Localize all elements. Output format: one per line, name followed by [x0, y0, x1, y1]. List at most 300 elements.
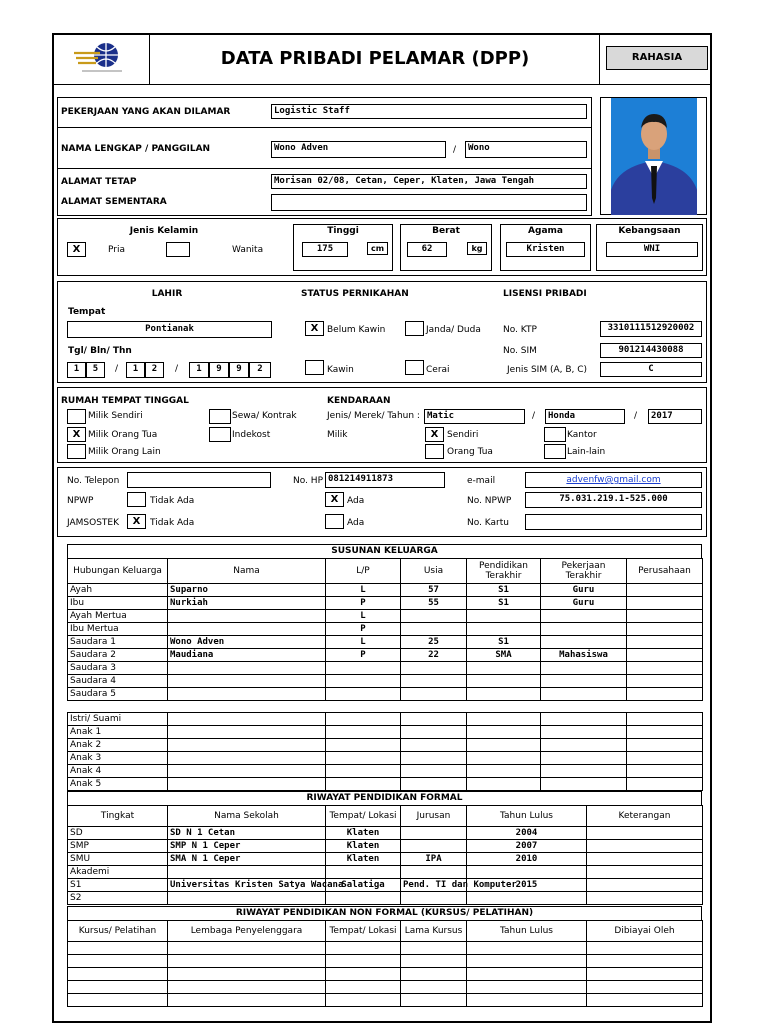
table-cell[interactable]	[168, 726, 326, 739]
npwp-yes-checkbox[interactable]: X	[325, 492, 344, 507]
birth-slash-2: /	[175, 364, 179, 374]
table-row	[68, 713, 703, 726]
email-field[interactable]: advenfw@gmail.com	[525, 472, 702, 488]
table-cell[interactable]	[326, 688, 401, 701]
own-house-checkbox[interactable]	[67, 409, 86, 424]
table-cell[interactable]: Pend. TI dan Komputer	[401, 879, 467, 892]
table-cell[interactable]	[168, 752, 326, 765]
table-cell[interactable]: L	[326, 636, 401, 649]
birth-month-1[interactable]: 1	[126, 362, 145, 378]
sim-field[interactable]: 901214430088	[600, 343, 702, 358]
table-row	[68, 981, 703, 994]
table-row	[68, 752, 703, 765]
table-cell[interactable]	[541, 752, 627, 765]
table-cell[interactable]	[401, 610, 467, 623]
table-row	[68, 942, 703, 955]
column-header: Pendidikan Terakhir	[467, 559, 541, 584]
column-header: Tahun Lulus	[467, 806, 587, 827]
table-cell[interactable]: S2	[68, 892, 168, 905]
table-cell[interactable]	[627, 713, 703, 726]
table-cell[interactable]	[401, 942, 467, 955]
table-cell[interactable]	[627, 597, 703, 610]
kost-checkbox[interactable]	[209, 427, 231, 442]
table-cell[interactable]: S1	[467, 636, 541, 649]
table-cell[interactable]	[541, 662, 627, 675]
table-cell[interactable]	[467, 892, 587, 905]
table-cell[interactable]	[168, 610, 326, 623]
npwp-number-field[interactable]: 75.031.219.1-525.000	[525, 492, 702, 508]
table-cell[interactable]	[168, 994, 326, 1007]
table-cell[interactable]	[587, 994, 703, 1007]
column-header: Tahun Lulus	[467, 921, 587, 942]
height-field[interactable]: 175	[302, 242, 348, 257]
ktp-label: No. KTP	[503, 325, 537, 335]
vehicle-office-label: Kantor	[567, 430, 597, 440]
table-cell[interactable]: IPA	[401, 853, 467, 866]
table-cell[interactable]: 25	[401, 636, 467, 649]
vehicle-parent-checkbox[interactable]	[425, 444, 444, 459]
npwp-label: NPWP	[67, 496, 94, 506]
divorced-label: Cerai	[426, 365, 450, 375]
table-cell[interactable]	[68, 955, 168, 968]
table-cell[interactable]: Klaten	[326, 827, 401, 840]
table-cell[interactable]	[401, 840, 467, 853]
table-cell[interactable]	[627, 675, 703, 688]
table-cell[interactable]: P	[326, 623, 401, 636]
column-header: Nama Sekolah	[168, 806, 326, 827]
other-house-checkbox[interactable]	[67, 444, 86, 459]
vehicle-label: Jenis/ Merek/ Tahun :	[327, 411, 420, 421]
table-cell[interactable]	[587, 827, 703, 840]
table-cell[interactable]	[68, 968, 168, 981]
table-cell[interactable]	[587, 955, 703, 968]
married-checkbox[interactable]	[305, 360, 324, 375]
table-cell[interactable]	[467, 610, 541, 623]
table-cell[interactable]: S1	[467, 584, 541, 597]
table-cell[interactable]	[541, 610, 627, 623]
table-cell[interactable]	[587, 840, 703, 853]
vehicle-other-checkbox[interactable]	[544, 444, 566, 459]
table-cell[interactable]	[587, 866, 703, 879]
table-cell[interactable]	[326, 892, 401, 905]
temp-address-field[interactable]	[271, 194, 587, 211]
table-cell[interactable]	[326, 739, 401, 752]
table-cell[interactable]	[627, 752, 703, 765]
table-cell[interactable]: Saudara 3	[68, 662, 168, 675]
applicant-photo-icon	[611, 98, 697, 215]
birth-year-3[interactable]: 9	[229, 362, 249, 378]
hp-field[interactable]: 081214911873	[325, 472, 445, 488]
table-cell[interactable]	[326, 662, 401, 675]
table-cell[interactable]	[541, 778, 627, 791]
house-title: RUMAH TEMPAT TINGGAL	[61, 396, 189, 406]
weight-field[interactable]: 62	[407, 242, 447, 257]
table-cell[interactable]	[467, 713, 541, 726]
religion-label: Agama	[528, 226, 563, 236]
table-cell[interactable]	[168, 942, 326, 955]
table-cell[interactable]: 2010	[467, 853, 587, 866]
table-cell[interactable]: SD N 1 Cetan	[168, 827, 326, 840]
card-number-field[interactable]	[525, 514, 702, 530]
table-cell[interactable]: Akademi	[68, 866, 168, 879]
column-header: Lembaga Penyelenggara	[168, 921, 326, 942]
table-cell[interactable]: Mahasiswa	[541, 649, 627, 662]
weight-unit: kg	[467, 242, 487, 255]
birth-year-1[interactable]: 1	[189, 362, 209, 378]
table-cell[interactable]	[401, 739, 467, 752]
table-cell[interactable]	[168, 623, 326, 636]
table-cell[interactable]: S1	[68, 879, 168, 892]
table-cell[interactable]	[168, 981, 326, 994]
column-header: Perusahaan	[627, 559, 703, 584]
table-cell[interactable]: Saudara 1	[68, 636, 168, 649]
rent-checkbox[interactable]	[209, 409, 231, 424]
table-cell[interactable]	[467, 726, 541, 739]
table-row	[68, 853, 703, 866]
female-checkbox[interactable]	[166, 242, 190, 257]
table-cell[interactable]: Anak 1	[68, 726, 168, 739]
family-table-children	[67, 712, 703, 791]
sim-label: No. SIM	[503, 346, 537, 356]
table-cell[interactable]	[467, 688, 541, 701]
table-cell[interactable]: Saudara 4	[68, 675, 168, 688]
column-header: Jurusan	[401, 806, 467, 827]
table-cell[interactable]: 57	[401, 584, 467, 597]
table-cell[interactable]	[401, 955, 467, 968]
parents-house-label: Milik Orang Tua	[88, 430, 158, 440]
table-cell[interactable]	[541, 739, 627, 752]
birth-place-field[interactable]: Pontianak	[67, 321, 272, 338]
table-header-row	[68, 921, 703, 942]
table-cell[interactable]	[168, 662, 326, 675]
table-cell[interactable]	[587, 981, 703, 994]
table-cell[interactable]	[587, 879, 703, 892]
npwp-number-label: No. NPWP	[467, 496, 512, 506]
table-cell[interactable]	[168, 688, 326, 701]
table-cell[interactable]	[541, 636, 627, 649]
table-cell[interactable]	[401, 752, 467, 765]
table-cell[interactable]	[587, 892, 703, 905]
birth-month-2[interactable]: 2	[145, 362, 164, 378]
table-cell[interactable]	[168, 778, 326, 791]
single-checkbox[interactable]: X	[305, 321, 324, 336]
table-cell[interactable]: Guru	[541, 597, 627, 610]
table-cell[interactable]	[168, 968, 326, 981]
phone-label: No. Telepon	[67, 476, 120, 486]
sim-type-label: Jenis SIM (A, B, C)	[507, 365, 588, 375]
table-cell[interactable]	[401, 892, 467, 905]
table-cell[interactable]	[467, 623, 541, 636]
table-cell[interactable]: SD	[68, 827, 168, 840]
table-cell[interactable]	[467, 955, 587, 968]
table-cell[interactable]: 2004	[467, 827, 587, 840]
table-cell[interactable]: 55	[401, 597, 467, 610]
table-cell[interactable]: Anak 5	[68, 778, 168, 791]
birth-year-4[interactable]: 2	[249, 362, 271, 378]
rent-label: Sewa/ Kontrak	[232, 411, 297, 421]
table-cell[interactable]	[401, 866, 467, 879]
table-cell[interactable]	[326, 778, 401, 791]
widow-checkbox[interactable]	[405, 321, 424, 336]
name-label: NAMA LENGKAP / PANGGILAN	[61, 144, 211, 154]
table-row	[68, 778, 703, 791]
table-cell[interactable]	[467, 778, 541, 791]
table-cell[interactable]: Saudara 5	[68, 688, 168, 701]
nationality-field[interactable]: WNI	[606, 242, 698, 257]
table-cell[interactable]: P	[326, 649, 401, 662]
table-cell[interactable]	[627, 778, 703, 791]
confidential-badge: RAHASIA	[606, 46, 708, 70]
table-cell[interactable]: Anak 4	[68, 765, 168, 778]
table-cell[interactable]: Saudara 2	[68, 649, 168, 662]
column-header: Tempat/ Lokasi	[326, 806, 401, 827]
table-cell[interactable]	[467, 866, 587, 879]
table-cell[interactable]	[401, 662, 467, 675]
table-cell[interactable]: 22	[401, 649, 467, 662]
table-cell[interactable]	[467, 994, 587, 1007]
table-cell[interactable]	[541, 623, 627, 636]
table-cell[interactable]: Anak 2	[68, 739, 168, 752]
table-cell[interactable]	[541, 675, 627, 688]
table-cell[interactable]: SMU	[68, 853, 168, 866]
table-cell[interactable]	[467, 739, 541, 752]
jamsostek-yes-label: Ada	[347, 518, 365, 528]
table-row	[68, 879, 703, 892]
vehicle-owner-label: Milik	[327, 430, 348, 440]
npwp-yes-label: Ada	[347, 496, 365, 506]
table-cell[interactable]	[627, 688, 703, 701]
nonformal-title: RIWAYAT PENDIDIKAN NON FORMAL (KURSUS/ PELATIHAN)	[67, 906, 702, 920]
table-cell[interactable]	[326, 866, 401, 879]
birth-slash-1: /	[115, 364, 119, 374]
table-cell[interactable]: Ayah Mertua	[68, 610, 168, 623]
table-cell[interactable]	[168, 892, 326, 905]
nickname-field[interactable]: Wono	[465, 141, 587, 158]
table-cell[interactable]	[467, 981, 587, 994]
table-cell[interactable]: Istri/ Suami	[68, 713, 168, 726]
religion-field[interactable]: Kristen	[506, 242, 585, 257]
vehicle-year-field[interactable]: 2017	[648, 409, 702, 424]
table-cell[interactable]	[627, 610, 703, 623]
table-cell[interactable]: Maudiana	[168, 649, 326, 662]
table-cell[interactable]: SMA N 1 Ceper	[168, 853, 326, 866]
table-cell[interactable]: Salatiga	[326, 879, 401, 892]
table-cell[interactable]: S1	[467, 597, 541, 610]
nonformal-table	[67, 920, 703, 1007]
table-cell[interactable]	[326, 955, 401, 968]
table-cell[interactable]: 2015	[467, 879, 587, 892]
table-cell[interactable]	[541, 688, 627, 701]
table-cell[interactable]	[587, 853, 703, 866]
table-cell[interactable]	[168, 739, 326, 752]
table-cell[interactable]: Klaten	[326, 840, 401, 853]
table-cell[interactable]	[326, 726, 401, 739]
table-cell[interactable]: SMP	[68, 840, 168, 853]
table-cell[interactable]	[627, 739, 703, 752]
table-cell[interactable]	[326, 713, 401, 726]
vehicle-self-checkbox[interactable]: X	[425, 427, 444, 442]
table-cell[interactable]	[68, 942, 168, 955]
job-field[interactable]: Logistic Staff	[271, 104, 587, 119]
table-cell[interactable]	[326, 968, 401, 981]
table-cell[interactable]	[627, 623, 703, 636]
male-checkbox[interactable]: X	[67, 242, 86, 257]
table-cell[interactable]: Guru	[541, 584, 627, 597]
page-title: DATA PRIBADI PELAMAR (DPP)	[220, 48, 530, 69]
birth-day-1[interactable]: 1	[67, 362, 86, 378]
table-cell[interactable]: Klaten	[326, 853, 401, 866]
table-cell[interactable]	[587, 968, 703, 981]
table-cell[interactable]	[401, 778, 467, 791]
column-header: Hubungan Keluarga	[68, 559, 168, 584]
table-cell[interactable]	[326, 765, 401, 778]
table-row	[68, 610, 703, 623]
table-cell[interactable]	[168, 713, 326, 726]
table-cell[interactable]	[401, 688, 467, 701]
height-label: Tinggi	[327, 226, 359, 236]
table-cell[interactable]	[326, 994, 401, 1007]
table-cell[interactable]	[627, 649, 703, 662]
table-row	[68, 968, 703, 981]
table-cell[interactable]	[627, 662, 703, 675]
table-cell[interactable]	[326, 675, 401, 688]
female-label: Wanita	[232, 245, 264, 255]
table-cell[interactable]	[401, 827, 467, 840]
table-cell[interactable]	[401, 713, 467, 726]
table-row	[68, 827, 703, 840]
divorced-checkbox[interactable]	[405, 360, 424, 375]
jamsostek-yes-checkbox[interactable]	[325, 514, 344, 529]
vehicle-office-checkbox[interactable]	[544, 427, 566, 442]
table-cell[interactable]: L	[326, 584, 401, 597]
email-label: e-mail	[467, 476, 496, 486]
column-header: Kursus/ Pelatihan	[68, 921, 168, 942]
table-cell[interactable]	[467, 675, 541, 688]
jamsostek-label: JAMSOSTEK	[67, 518, 120, 528]
table-cell[interactable]: Nurkiah	[168, 597, 326, 610]
table-cell[interactable]	[627, 765, 703, 778]
vehicle-parent-label: Orang Tua	[447, 447, 493, 457]
table-cell[interactable]	[68, 994, 168, 1007]
column-header: Tingkat	[68, 806, 168, 827]
table-cell[interactable]	[401, 994, 467, 1007]
table-cell[interactable]: SMP N 1 Ceper	[168, 840, 326, 853]
table-cell[interactable]	[326, 981, 401, 994]
table-cell[interactable]	[401, 675, 467, 688]
npwp-none-label: Tidak Ada	[150, 496, 195, 506]
table-cell[interactable]	[541, 765, 627, 778]
table-row	[68, 739, 703, 752]
table-cell[interactable]	[627, 726, 703, 739]
table-cell[interactable]	[326, 942, 401, 955]
table-cell[interactable]: Anak 3	[68, 752, 168, 765]
birth-year-2[interactable]: 9	[209, 362, 229, 378]
ktp-field[interactable]: 3310111512920002	[600, 321, 702, 337]
table-cell[interactable]: SMA	[467, 649, 541, 662]
nationality-label: Kebangsaan	[618, 226, 681, 236]
table-cell[interactable]	[541, 726, 627, 739]
column-header: Tempat/ Lokasi	[326, 921, 401, 942]
table-cell[interactable]: Suparno	[168, 584, 326, 597]
header-logo-cell	[52, 33, 150, 85]
vehicle-slash-1: /	[532, 411, 536, 421]
table-cell[interactable]	[401, 981, 467, 994]
npwp-none-checkbox[interactable]	[127, 492, 146, 507]
table-cell[interactable]: Ibu	[68, 597, 168, 610]
company-logo-icon	[72, 39, 134, 79]
single-label: Belum Kawin	[327, 325, 386, 335]
table-cell[interactable]	[627, 584, 703, 597]
table-row	[68, 726, 703, 739]
table-cell[interactable]	[168, 955, 326, 968]
table-row	[68, 688, 703, 701]
parents-house-checkbox[interactable]: X	[67, 427, 86, 442]
full-name-field[interactable]: Wono Adven	[271, 141, 446, 158]
table-cell[interactable]: L	[326, 610, 401, 623]
table-cell[interactable]	[467, 942, 587, 955]
phone-field[interactable]	[127, 472, 271, 488]
table-cell[interactable]	[168, 866, 326, 879]
table-cell[interactable]	[168, 675, 326, 688]
table-row	[68, 675, 703, 688]
license-title: LISENSI PRIBADI	[503, 289, 587, 299]
table-cell[interactable]: Wono Adven	[168, 636, 326, 649]
table-cell[interactable]	[401, 968, 467, 981]
table-cell[interactable]	[587, 942, 703, 955]
table-cell[interactable]	[401, 765, 467, 778]
table-row	[68, 584, 703, 597]
table-cell[interactable]: Universitas Kristen Satya Wacana	[168, 879, 326, 892]
name-slash: /	[453, 145, 457, 155]
table-cell[interactable]: Ibu Mertua	[68, 623, 168, 636]
vehicle-brand-field[interactable]: Honda	[545, 409, 625, 424]
jamsostek-none-checkbox[interactable]: X	[127, 514, 146, 529]
table-cell[interactable]: 2007	[467, 840, 587, 853]
table-row	[68, 765, 703, 778]
table-cell[interactable]	[467, 765, 541, 778]
height-unit: cm	[367, 242, 388, 255]
table-cell[interactable]	[541, 713, 627, 726]
table-cell[interactable]	[168, 765, 326, 778]
table-cell[interactable]	[68, 981, 168, 994]
table-cell[interactable]	[401, 726, 467, 739]
table-row	[68, 892, 703, 905]
table-cell[interactable]: Ayah	[68, 584, 168, 597]
table-row	[68, 649, 703, 662]
vehicle-other-label: Lain-lain	[567, 447, 606, 457]
birth-date-label: Tgl/ Bln/ Thn	[68, 346, 132, 356]
column-header: Lama Kursus	[401, 921, 467, 942]
table-cell[interactable]	[467, 752, 541, 765]
table-cell[interactable]	[467, 662, 541, 675]
column-header: Pekerjaan Terakhir	[541, 559, 627, 584]
table-cell[interactable]	[627, 636, 703, 649]
education-table	[67, 805, 703, 905]
vehicle-title: KENDARAAN	[327, 396, 391, 406]
table-row	[68, 866, 703, 879]
sim-type-field[interactable]: C	[600, 362, 702, 377]
birth-day-2[interactable]: 5	[86, 362, 105, 378]
table-cell[interactable]	[467, 968, 587, 981]
personal-divider-1	[57, 127, 592, 128]
table-cell[interactable]: P	[326, 597, 401, 610]
column-header: Nama	[168, 559, 326, 584]
table-cell[interactable]	[401, 623, 467, 636]
vehicle-type-field[interactable]: Matic	[424, 409, 525, 424]
table-cell[interactable]	[326, 752, 401, 765]
address-field[interactable]: Morisan 02/08, Cetan, Ceper, Klaten, Jawa Tengah	[271, 174, 587, 189]
column-header: Usia	[401, 559, 467, 584]
